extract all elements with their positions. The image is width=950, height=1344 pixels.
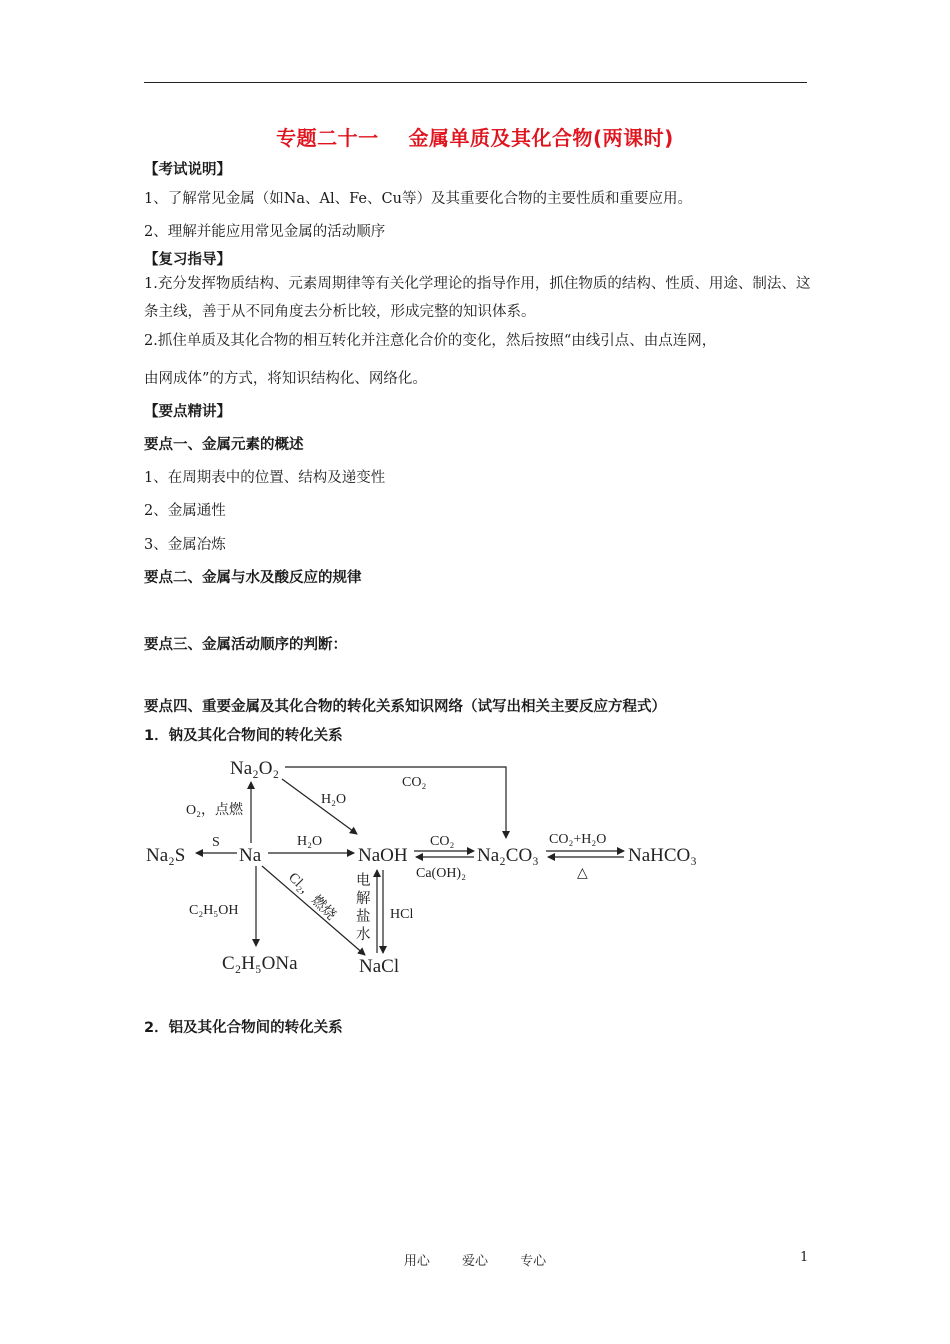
point-4-title: 要点四、重要金属及其化合物的转化关系知识网络（试写出相关主要反应方程式） (144, 699, 666, 715)
node-na2s: Na₂S (146, 845, 186, 866)
node-na2co3: Na₂CO₃ (477, 845, 539, 866)
point-1-title: 要点一、金属元素的概述 (144, 437, 304, 453)
exam-item-1: 1、了解常见金属（如Na、Al、Fe、Cu等）及其重要化合物的主要性质和重要应用。 (144, 191, 692, 207)
page-number: 1 (800, 1250, 809, 1265)
footer-text-3: 专心 (520, 1254, 547, 1269)
label-delta: △ (577, 866, 588, 881)
point-1-item-1: 1、在周期表中的位置、结构及递变性 (144, 470, 386, 486)
node-c2h5ona: C₂H₅ONa (222, 953, 298, 974)
label-electrolysis: 电解盐水 (356, 873, 371, 943)
label-o2-burn: O₂，点燃 (186, 803, 243, 818)
point-1-item-3: 3、金属冶炼 (144, 537, 226, 553)
footer-text-2: 爱心 (461, 1254, 488, 1269)
arrow-na-to-nacl (262, 866, 365, 955)
exam-heading: 【考试说明】 (144, 162, 231, 178)
point-1-item-2: 2、金属通性 (144, 503, 226, 519)
node-nacl: NaCl (359, 956, 400, 977)
label-co2-h2o: CO₂+H₂O (549, 832, 607, 847)
review-paragraph-2: 2.抓住单质及其化合物的相互转化并注意化合价的变化，然后按照“由线引点、由点连网， (144, 333, 717, 349)
label-s: S (212, 835, 220, 850)
label-co2-mid: CO₂ (430, 834, 455, 849)
label-co2-top: CO₂ (402, 775, 427, 790)
review-heading: 【复习指导】 (144, 252, 231, 268)
point-3-title: 要点三、金属活动顺序的判断： (144, 637, 347, 653)
review-paragraph-2-cont: 由网成体”的方式，将知识结构化、网络化。 (144, 371, 427, 387)
node-na2o2: Na₂O₂ (230, 758, 280, 779)
point-4-sub-2: 2．铝及其化合物间的转化关系 (144, 1020, 343, 1036)
footer-text-1: 用心 (403, 1254, 430, 1269)
label-c2h5oh: C₂H₅OH (189, 903, 239, 918)
label-caoh2: Ca(OH)₂ (416, 866, 466, 881)
node-naoh: NaOH (358, 845, 408, 866)
node-na: Na (239, 845, 262, 866)
point-2-title: 要点二、金属与水及酸反应的规律 (144, 570, 362, 586)
review-paragraph-1: 1.充分发挥物质结构、元素周期律等有关化学理论的指导作用，抓住物质的结构、性质、用途、制法、这条主线，善于从不同角度去分析比较，形成完整的知识体系。 (144, 276, 811, 320)
label-h2o-top: H₂O (321, 792, 347, 807)
page-title: 专题二十一 金属单质及其化合物(两课时) (276, 126, 674, 150)
label-hcl: HCl (390, 907, 414, 922)
label-cl2-burn: Cl₂，燃烧 (285, 870, 339, 924)
point-4-sub-1: 1．钠及其化合物间的转化关系 (144, 728, 343, 744)
arrow-na2o2-to-na2co3 (285, 767, 506, 838)
label-h2o-mid: H₂O (297, 834, 323, 849)
points-heading: 【要点精讲】 (144, 404, 231, 420)
exam-item-2: 2、理解并能应用常见金属的活动顺序 (144, 224, 386, 240)
node-nahco3: NaHCO₃ (628, 845, 697, 866)
